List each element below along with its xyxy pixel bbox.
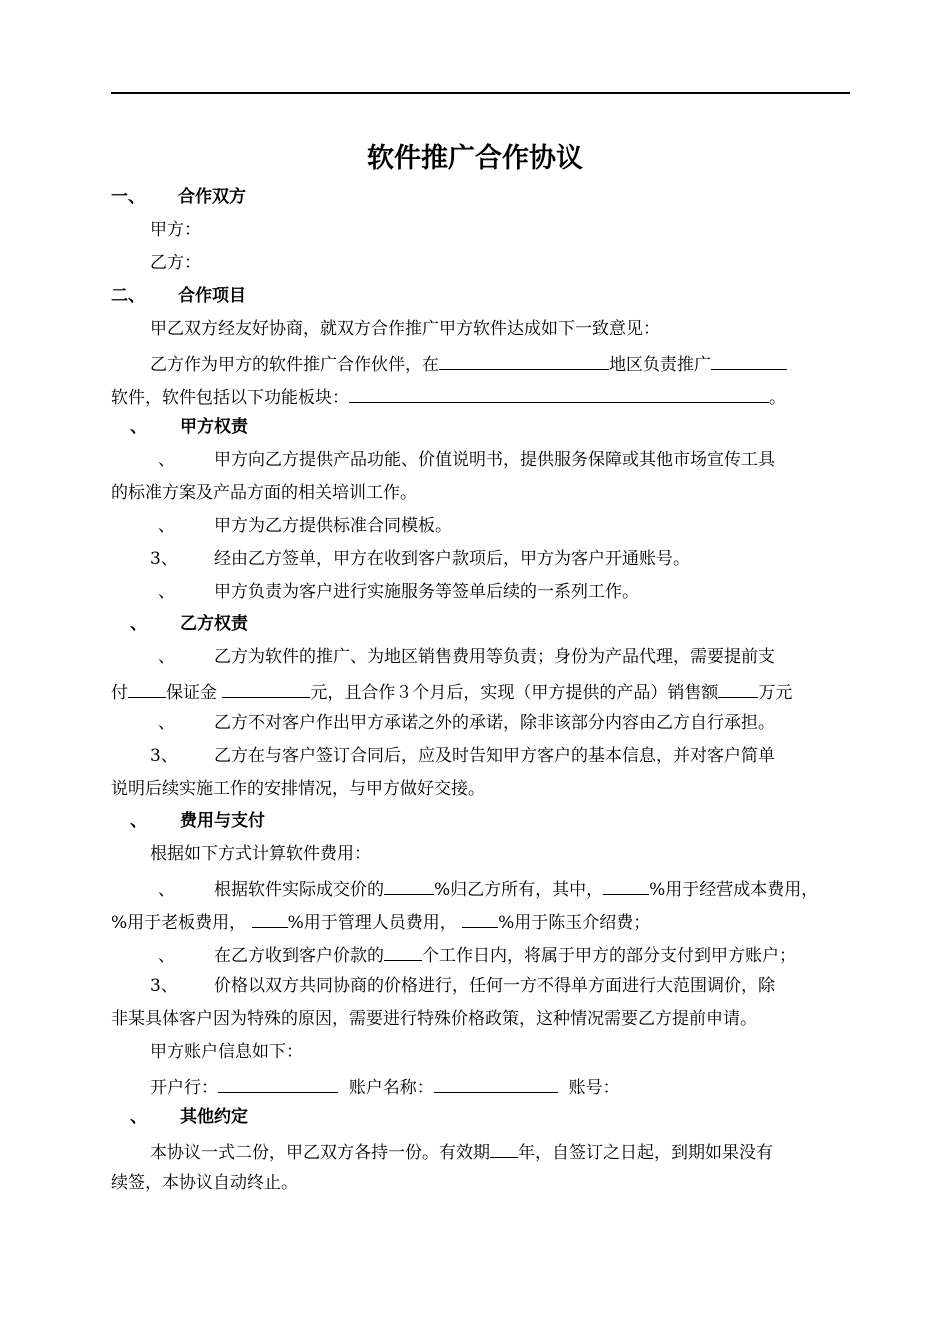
section-1-heading: 一、 合作双方 <box>111 187 246 207</box>
account-intro: 甲方账户信息如下： <box>150 1042 303 1062</box>
section-3-item-2: 、 甲方为乙方提供标准合同模板。 <box>158 516 452 536</box>
document-title: 软件推广合作协议 <box>367 143 583 174</box>
deposit-blank-1[interactable] <box>128 679 166 698</box>
section-6-paragraph-line-2: 续签，本协议自动终止。 <box>111 1173 298 1193</box>
modules-blank[interactable] <box>349 384 769 403</box>
party-a-line: 甲方： <box>150 220 201 240</box>
section-5-item-1-line-1: 、 根据软件实际成交价的 %归乙方所有，其中， %用于经营成本费用， <box>158 876 818 901</box>
operating-cost-percent-blank[interactable] <box>603 876 649 895</box>
section-5-item-3-line-1: 3、 价格以双方共同协商的价格进行，任何一方不得单方面进行大范围调价，除 <box>150 976 775 996</box>
referral-percent-blank[interactable] <box>462 909 498 928</box>
section-3-heading: 、 甲方权责 <box>130 417 248 437</box>
section-5-item-2: 、 在乙方收到客户价款的 个工作日内，将属于甲方的部分支付到甲方账户； <box>158 942 796 967</box>
share-percent-blank[interactable] <box>384 876 434 895</box>
section-5-heading: 、 费用与支付 <box>130 811 265 831</box>
section-3-item-4: 、 甲方负责为客户进行实施服务等签单后续的一系列工作。 <box>158 582 639 602</box>
section-5-intro: 根据如下方式计算软件费用： <box>150 844 371 864</box>
bank-blank[interactable] <box>218 1074 338 1093</box>
section-3-item-1-line-1: 、 甲方向乙方提供产品功能、价值说明书，提供服务保障或其他市场宣传工具 <box>158 450 775 470</box>
section-4-heading: 、 乙方权责 <box>130 614 248 634</box>
section-2-heading: 二、 合作项目 <box>111 286 246 306</box>
section-5-item-1-line-2: %用于老板费用， %用于管理人员费用， %用于陈玉介绍费； <box>111 909 650 934</box>
software-name-blank[interactable] <box>711 351 787 370</box>
payment-days-blank[interactable] <box>384 942 422 961</box>
section-4-item-1-line-2: 付 保证金 元，且合作３个月后，实现（甲方提供的产品）销售额 万元 <box>111 679 792 704</box>
section-2-paragraph-1: 甲乙双方经友好协商，就双方合作推广甲方软件达成如下一致意见： <box>150 319 660 339</box>
section-4-item-1-line-1: 、 乙方为软件的推广、为地区销售费用等负责；身份为产品代理，需要提前支 <box>158 647 775 667</box>
header-rule <box>111 92 850 94</box>
section-6-paragraph-line-1: 本协议一式二份，甲乙双方各持一份。有效期 年，自签订之日起，到期如果没有 <box>150 1139 773 1164</box>
section-2-paragraph-2-line-2: 软件，软件包括以下功能板块： 。 <box>111 384 786 409</box>
validity-years-blank[interactable] <box>490 1139 518 1158</box>
section-3-item-1-line-2: 的标准方案及产品方面的相关培训工作。 <box>111 483 417 503</box>
section-4-item-3-line-1: 3、 乙方在与客户签订合同后，应及时告知甲方客户的基本信息，并对客户简单 <box>150 746 775 766</box>
account-name-blank[interactable] <box>434 1074 558 1093</box>
deposit-amount-blank[interactable] <box>222 679 310 698</box>
section-6-heading: 、 其他约定 <box>130 1107 248 1127</box>
sales-target-blank[interactable] <box>718 679 758 698</box>
management-percent-blank[interactable] <box>252 909 288 928</box>
section-4-item-2: 、 乙方不对客户作出甲方承诺之外的承诺，除非该部分内容由乙方自行承担。 <box>158 713 775 733</box>
region-blank[interactable] <box>439 351 609 370</box>
section-2-paragraph-2-line-1: 乙方作为甲方的软件推广合作伙伴，在 地区负责推广 <box>150 351 787 376</box>
section-4-item-3-line-2: 说明后续实施工作的安排情况，与甲方做好交接。 <box>111 779 485 799</box>
account-info-line: 开户行： 账户名称： 账号： <box>150 1074 620 1099</box>
section-3-item-3: 3、 经由乙方签单，甲方在收到客户款项后，甲方为客户开通账号。 <box>150 549 690 569</box>
party-b-line: 乙方： <box>150 253 201 273</box>
section-5-item-3-line-2: 非某具体客户因为特殊的原因，需要进行特殊价格政策，这种情况需要乙方提前申请。 <box>111 1009 757 1029</box>
